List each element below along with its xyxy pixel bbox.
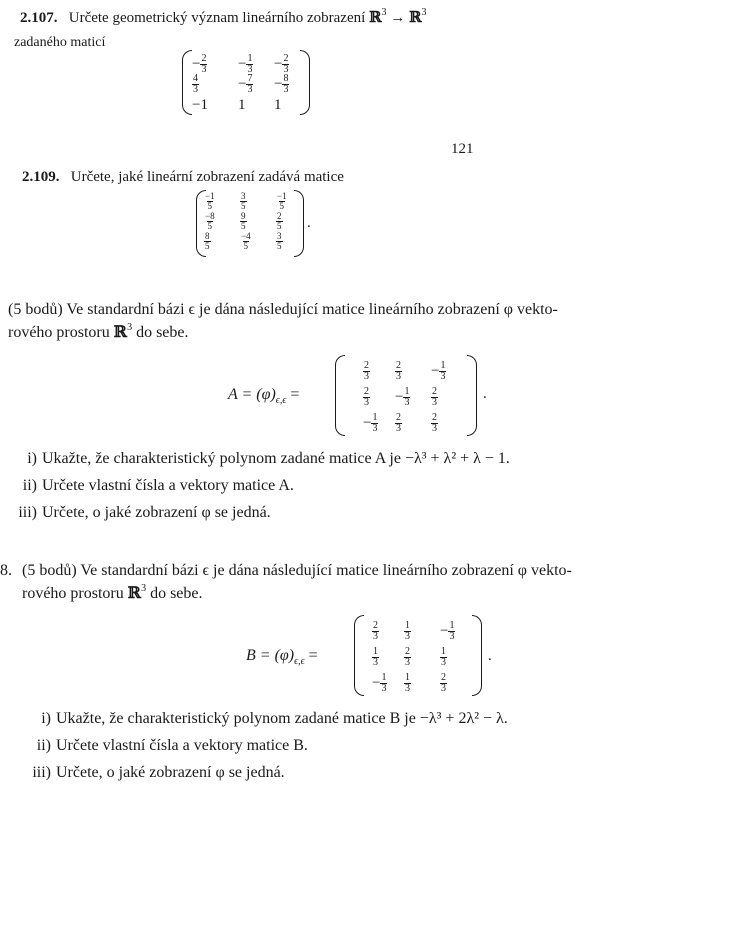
equation-b-lhs bbox=[246, 646, 318, 669]
matrix-entry: $\frac{1}{3}$ bbox=[373, 646, 378, 668]
exponent: 3 bbox=[421, 7, 427, 18]
problem-b-number: 8. bbox=[0, 562, 12, 579]
problem-2107-line2: zadaného maticí bbox=[14, 35, 106, 50]
right-parenthesis bbox=[472, 615, 482, 696]
item-text: Určete, o jaké zobrazení φ se jedná. bbox=[56, 764, 285, 781]
matrix-entry: 1 bbox=[238, 97, 246, 113]
matrix-entry: − $\frac{1}{3}$ bbox=[440, 620, 455, 642]
matrix-a-period: . bbox=[483, 386, 487, 402]
equation-a-lhs bbox=[228, 385, 299, 408]
matrix-entry: $\frac{2}{3}$ bbox=[373, 620, 378, 642]
item-text: Ukažte, že charakteristický polynom zadané matice A je −λ³ + λ² + λ − 1. bbox=[42, 450, 510, 467]
matrix-2109 bbox=[196, 190, 304, 258]
matrix-entry: − $\frac{1}{3}$ bbox=[238, 53, 253, 75]
matrix-entry: $\frac{2}{3}$ bbox=[432, 386, 437, 408]
intro-text: rového prostoru bbox=[22, 585, 124, 602]
matrix-2109-period: . bbox=[307, 215, 311, 231]
real-numbers-symbol: ℝ bbox=[113, 322, 128, 341]
matrix-entry: − $\frac{8}{3}$ bbox=[274, 73, 289, 95]
item-label: i) bbox=[41, 710, 51, 727]
left-parenthesis bbox=[335, 355, 345, 436]
matrix-entry: $\frac{2}{3}$ bbox=[364, 360, 369, 382]
item-label: i) bbox=[27, 450, 37, 467]
problem-2109-heading bbox=[22, 168, 344, 187]
matrix-entry: $\frac{9}{5}$ bbox=[241, 211, 246, 231]
matrix-entry: $\frac{3}{5}$ bbox=[277, 231, 282, 251]
matrix-entry: $\frac{-1}{5}$ bbox=[205, 191, 215, 211]
exponent: 3 bbox=[141, 582, 147, 594]
item-text: Určete vlastní čísla a vektory matice B. bbox=[56, 737, 308, 754]
problem-2107-heading bbox=[20, 8, 426, 28]
matrix-a-name: A = (φ) bbox=[228, 386, 276, 403]
matrix-entry: $\frac{2}{3}$ bbox=[405, 646, 410, 668]
equals-sign: = bbox=[290, 386, 300, 403]
matrix-entry: $\frac{-8}{5}$ bbox=[205, 211, 215, 231]
matrix-entry: −1 bbox=[192, 97, 208, 113]
matrix-2107 bbox=[182, 50, 310, 116]
matrix-entry: $\frac{1}{3}$ bbox=[405, 620, 410, 642]
right-parenthesis bbox=[467, 355, 477, 436]
matrix-entry: − $\frac{2}{3}$ bbox=[274, 53, 289, 75]
intro-text: rového prostoru bbox=[8, 324, 110, 341]
matrix-b-name: B = (φ) bbox=[246, 647, 295, 664]
item-label: iii) bbox=[32, 764, 51, 781]
arrow-symbol: → bbox=[390, 10, 406, 26]
left-parenthesis bbox=[354, 615, 364, 696]
left-parenthesis bbox=[182, 50, 192, 115]
matrix-b bbox=[354, 615, 482, 697]
matrix-entry: − $\frac{2}{3}$ bbox=[192, 53, 207, 75]
real-numbers-symbol: ℝ bbox=[409, 8, 422, 26]
problem-b-intro-line2 bbox=[22, 583, 203, 604]
matrix-entry: $\frac{2}{3}$ bbox=[432, 412, 437, 434]
item-label: ii) bbox=[36, 737, 51, 754]
matrix-entry: $\frac{8}{5}$ bbox=[205, 231, 210, 251]
problem-b-intro-line1: (5 bodů) Ve standardní bázi ϵ je dána následující matice lineárního zobrazení φ vekto- bbox=[22, 562, 572, 579]
problem-number: 2.107. bbox=[20, 10, 58, 26]
matrix-entry: $\frac{2}{3}$ bbox=[396, 360, 401, 382]
matrix-entry: $\frac{2}{3}$ bbox=[396, 412, 401, 434]
matrix-entry: $\frac{1}{3}$ bbox=[405, 672, 410, 694]
item-text: Určete vlastní čísla a vektory matice A. bbox=[42, 477, 294, 494]
matrix-entry: $\frac{3}{5}$ bbox=[241, 191, 246, 211]
matrix-entry: − $\frac{1}{3}$ bbox=[395, 386, 410, 408]
right-parenthesis bbox=[294, 190, 304, 257]
intro-text: do sebe. bbox=[136, 324, 189, 341]
matrix-entry: $\frac{4}{3}$ bbox=[193, 73, 198, 95]
problem-number: 2.109. bbox=[22, 169, 60, 185]
problem-a-intro-line2 bbox=[8, 322, 189, 343]
problem-text: Určete, jaké lineární zobrazení zadává matice bbox=[70, 169, 344, 185]
matrix-entry: − $\frac{7}{3}$ bbox=[238, 73, 253, 95]
real-numbers-symbol: ℝ bbox=[127, 583, 142, 602]
matrix-entry: 1 bbox=[274, 97, 282, 113]
matrix-entry: $\frac{2}{3}$ bbox=[364, 386, 369, 408]
intro-text: do sebe. bbox=[150, 585, 203, 602]
matrix-entry: $\frac{-4}{5}$ bbox=[241, 231, 251, 251]
matrix-entry: − $\frac{1}{3}$ bbox=[363, 412, 378, 434]
matrix-entry: − $\frac{1}{3}$ bbox=[372, 672, 387, 694]
matrix-entry: $\frac{2}{5}$ bbox=[277, 211, 282, 231]
matrix-entry: $\frac{-1}{5}$ bbox=[277, 191, 287, 211]
item-label: ii) bbox=[22, 477, 37, 494]
matrix-entry: $\frac{2}{3}$ bbox=[441, 672, 446, 694]
item-text: Ukažte, že charakteristický polynom zadané matice B je −λ³ + 2λ² − λ. bbox=[56, 710, 508, 727]
problem-text: Určete geometrický význam lineárního zobrazení bbox=[68, 10, 366, 26]
equals-sign: = bbox=[308, 647, 318, 664]
page-number: 121 bbox=[451, 141, 474, 157]
matrix-entry: $\frac{1}{3}$ bbox=[441, 646, 446, 668]
subscript: ϵ,ϵ bbox=[294, 656, 305, 668]
item-label: iii) bbox=[18, 504, 37, 521]
real-numbers-symbol: ℝ bbox=[369, 8, 382, 26]
exponent: 3 bbox=[127, 321, 133, 333]
exponent: 3 bbox=[381, 7, 387, 18]
matrix-entry: − $\frac{1}{3}$ bbox=[431, 360, 446, 382]
subscript: ϵ,ϵ bbox=[275, 395, 287, 407]
problem-a-intro-line1: (5 bodů) Ve standardní bázi ϵ je dána následující matice lineárního zobrazení φ vekto- bbox=[8, 301, 558, 318]
right-parenthesis bbox=[300, 50, 310, 115]
matrix-a bbox=[335, 355, 477, 437]
item-text: Určete, o jaké zobrazení φ se jedná. bbox=[42, 504, 271, 521]
matrix-b-period: . bbox=[488, 648, 492, 664]
